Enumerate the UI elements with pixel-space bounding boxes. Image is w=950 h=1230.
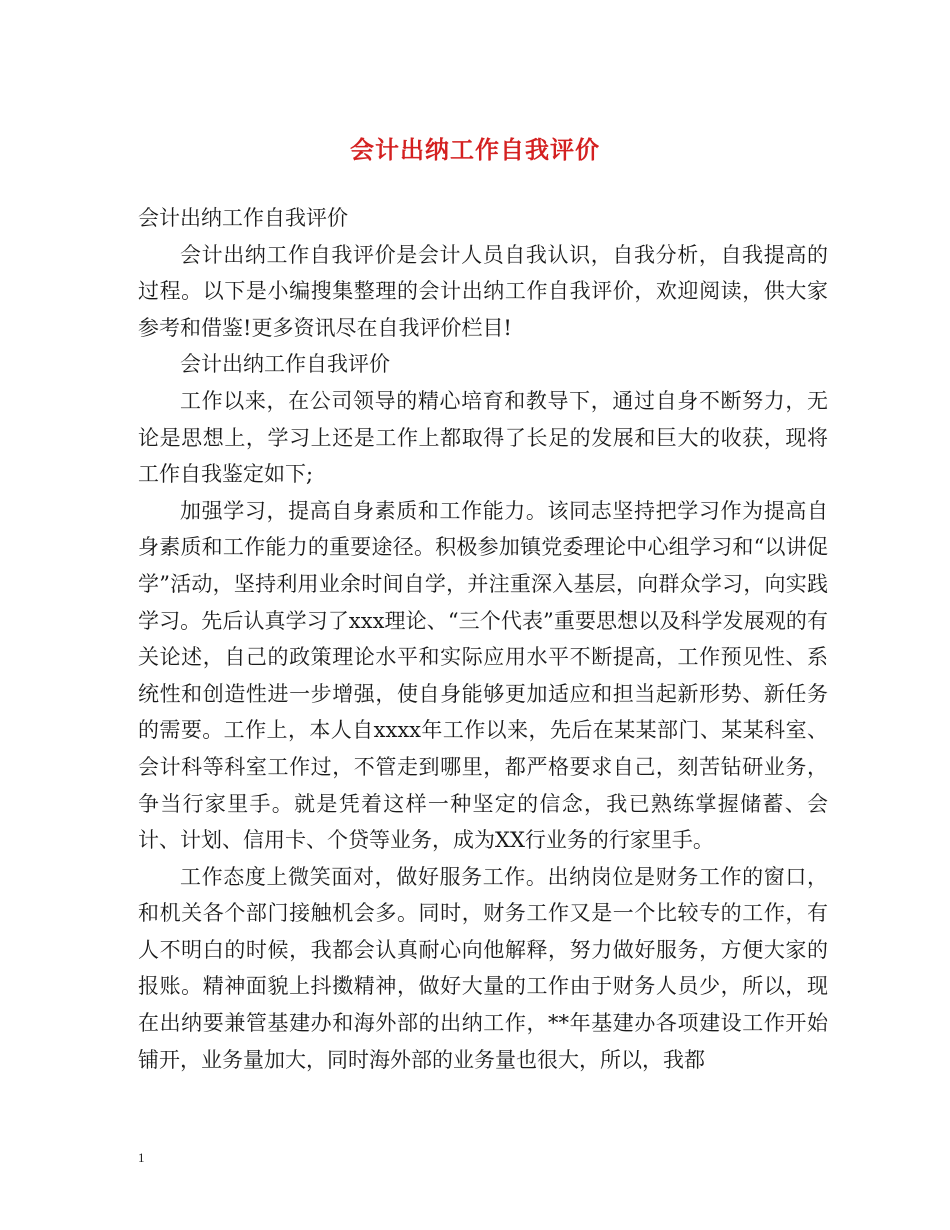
page-number: 1 bbox=[138, 1150, 145, 1165]
paragraph-heading: 会计出纳工作自我评价 bbox=[180, 352, 390, 377]
paragraph-subtitle: 会计出纳工作自我评价 bbox=[138, 206, 348, 230]
paragraph-intro: 会计出纳工作自我评价是会计人员自我认识，自我分析，自我提高的过程。以下是小编搜集整理的会计出纳工作自我评价，欢迎阅读，供大家参考和借鉴!更多资讯尽在自我评价栏目! bbox=[138, 242, 828, 340]
paragraph-service: 工作态度上微笑面对，做好服务工作。出纳岗位是财务工作的窗口，和机关各个部门接触机会多。同时，财务工作又是一个比较专的工作，有人不明白的时候，我都会认真耐心向他解释，努力做好服务，方便大家的报账。精神面貌上抖擞精神，做好大量的工作由于财务人员少，所以，现在出纳要兼管基建办和海外部的出纳工作，**年基建办各项建设工作开始铺开，业务量加大，同时海外部的业务量也很大，所以，我都 bbox=[138, 864, 828, 1072]
document-title: 会计出纳工作自我评价 bbox=[350, 135, 600, 164]
paragraph-study: 加强学习，提高自身素质和工作能力。该同志坚持把学习作为提高自身素质和工作能力的重要途径。积极参加镇党委理论中心组学习和“以讲促学”活动，坚持利用业余时间自学，并注重深入基层，向群众学习，向实践学习。先后认真学习了xxx理论、“三个代表”重要思想以及科学发展观的有关论述，自己的政策理论水平和实际应用水平不断提高，工作预见性、系统性和创造性进一步增强，使自身能够更加适应和担当起新形势、新任务的需要。工作上，本人自xxxx年工作以来，先后在某某部门、某某科室、会计科等科室工作过，不管走到哪里，都严格要求自己，刻苦钻研业务，争当行家里手。就是凭着这样一种坚定的信念，我已熟练掌握储蓄、会计、计划、信用卡、个贷等业务，成为XX行业务的行家里手。 bbox=[138, 498, 828, 853]
document-body bbox=[138, 200, 828, 1078]
paragraph-overview: 工作以来，在公司领导的精心培育和教导下，通过自身不断努力，无论是思想上，学习上还是工作上都取得了长足的发展和巨大的收获，现将工作自我鉴定如下; bbox=[138, 388, 828, 487]
